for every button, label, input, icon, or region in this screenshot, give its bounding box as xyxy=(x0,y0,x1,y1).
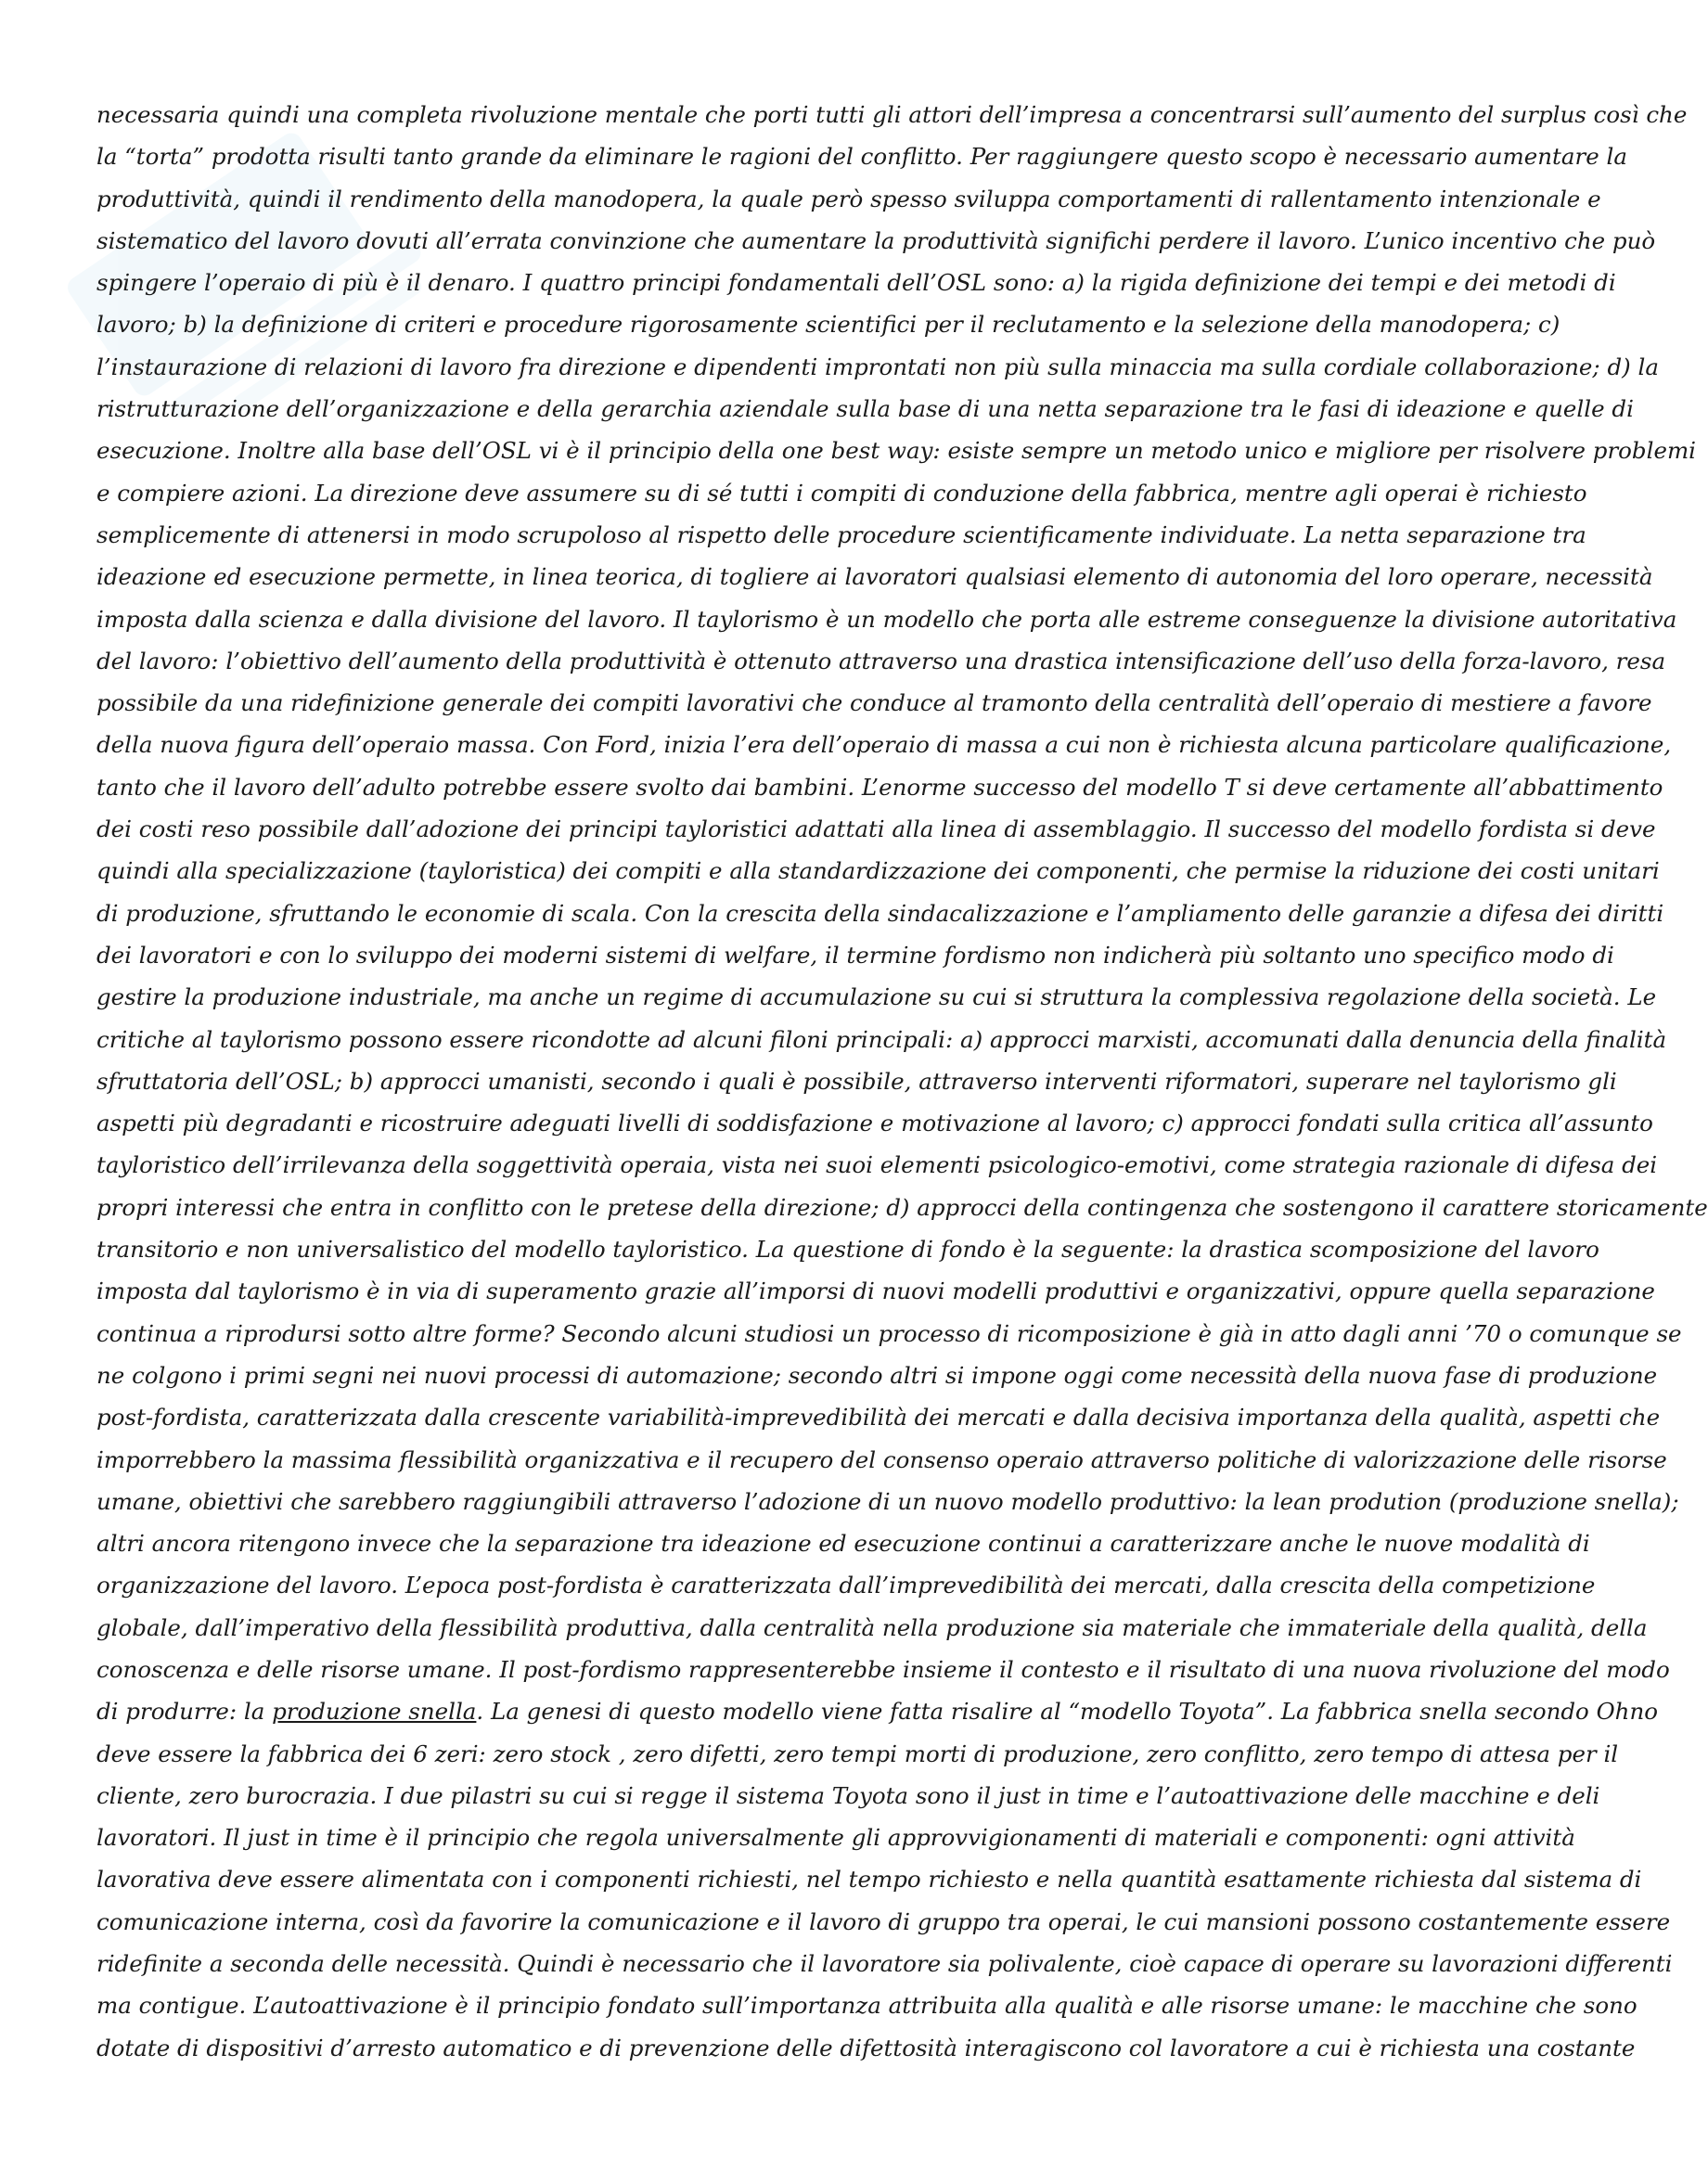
text-line: sfruttatoria dell’OSL; b) approcci umanisti, secondo i quali è possibile, attraverso interventi riformatori, superare nel taylorismo gli xyxy=(96,1067,1617,1095)
text-line: continua a riprodursi sotto altre forme? Secondo alcuni studiosi un processo di ricomposizione è già in atto dagli anni ’70 o comunque se xyxy=(96,1319,1682,1347)
text-line: deve essere la fabbrica dei 6 zeri: zero stock , zero difetti, zero tempi morti di produzione, zero conflitto, zero tempo di attesa per il xyxy=(96,1740,1619,1767)
text-line: dei lavoratori e con lo sviluppo dei moderni sistemi di welfare, il termine fordismo non indicherà più soltanto uno specifico modo di xyxy=(96,941,1614,969)
text-line: gestire la produzione industriale, ma anche un regime di accumulazione su cui si struttura la complessiva regolazione della società. Le xyxy=(96,983,1657,1011)
text-line-with-link xyxy=(96,1690,1658,1732)
text-line: spingere l’operaio di più è il denaro. I quattro principi fondamentali dell’OSL sono: a) la rigida definizione dei tempi e dei metodi di xyxy=(96,269,1616,297)
text-line: lavoro; b) la definizione di criteri e procedure rigorosamente scientifici per il reclutamento e la selezione della manodopera; c) xyxy=(96,311,1560,339)
text-line: cliente, zero burocrazia. I due pilastri su cui si regge il sistema Toyota sono il just in time e l’autoattivazione delle macchine e deli xyxy=(96,1781,1600,1809)
text-line: ideazione ed esecuzione permette, in linea teorica, di togliere ai lavoratori qualsiasi elemento di autonomia del loro operare, necessità xyxy=(96,563,1653,591)
text-line: ridefinite a seconda delle necessità. Quindi è necessario che il lavoratore sia polivalente, cioè capace di operare su lavorazioni differenti xyxy=(96,1950,1673,1978)
text-line: ne colgono i primi segni nei nuovi processi di automazione; secondo altri si impone oggi come necessità della nuova fase di produzione xyxy=(96,1361,1658,1389)
text-line: del lavoro: l’obiettivo dell’aumento della produttività è ottenuto attraverso una drastica intensificazione dell’uso della forza-lavoro, resa xyxy=(96,647,1666,674)
text-line: imposta dal taylorismo è in via di superamento grazie all’imporsi di nuovi modelli produttivi e organizzativi, oppure quella separazione xyxy=(96,1278,1655,1305)
text-line: la “torta” prodotta risulti tanto grande da eliminare le ragioni del conflitto. Per raggiungere questo scopo è necessario aumentare la xyxy=(96,143,1627,171)
text-line: organizzazione del lavoro. L’epoca post-fordista è caratterizzata dall’imprevedibilità dei mercati, dalla crescita della competizione xyxy=(96,1572,1596,1599)
document-text xyxy=(96,94,1708,2069)
text-line: lavorativa deve essere alimentata con i componenti richiesti, nel tempo richiesto e nella quantità esattamente richiesta dal sistema di xyxy=(96,1866,1642,1894)
text-line: imporrebbero la massima flessibilità organizzativa e il recupero del consenso operaio attraverso politiche di valorizzazione delle risorse xyxy=(96,1445,1667,1473)
text-line: transitorio e non universalistico del modello tayloristico. La questione di fondo è la seguente: la drastica scomposizione del lavoro xyxy=(96,1236,1599,1264)
text-line: dei costi reso possibile dall’adozione dei principi tayloristici adattati alla linea di assemblaggio. Il successo del modello fordista si deve xyxy=(96,815,1656,843)
text-line: lavoratori. Il just in time è il principio che regola universalmente gli approvvigionamenti di materiali e componenti: ogni attività xyxy=(96,1824,1575,1852)
text-line: imposta dalla scienza e dalla divisione del lavoro. Il taylorismo è un modello che porta alle estreme conseguenze la divisione autoritativa xyxy=(96,605,1677,633)
text-line: necessaria quindi una completa rivoluzione mentale che porti tutti gli attori dell’impresa a concentrarsi sull’aumento del surplus così che xyxy=(96,101,1688,128)
text-line: sistematico del lavoro dovuti all’errata convinzione che aumentare la produttività significhi perdere il lavoro. L’unico incentivo che può xyxy=(96,226,1656,254)
link-line-before: di produrre: la xyxy=(96,1698,273,1726)
text-line: della nuova figura dell’operaio massa. Con Ford, inizia l’era dell’operaio di massa a cui non è richiesta alcuna particolare qualificazione, xyxy=(96,731,1672,759)
text-line: umane, obiettivi che sarebbero raggiungibili attraverso l’adozione di un nuovo modello produttivo: la lean prodution (produzione snella); xyxy=(96,1487,1679,1515)
text-line: post-fordista, caratterizzata dalla crescente variabilità-imprevedibilità dei mercati e dalla decisiva importanza della qualità, aspetti che xyxy=(96,1404,1661,1432)
text-line: tanto che il lavoro dell’adulto potrebbe essere svolto dai bambini. L’enorme successo del modello T si deve certamente all’abbattimento xyxy=(96,773,1663,801)
produzione-snella-link[interactable]: produzione snella xyxy=(272,1698,477,1726)
text-line: propri interessi che entra in conflitto con le pretese della direzione; d) approcci della contingenza che sostengono il carattere storicamente xyxy=(96,1193,1708,1221)
text-line: di produzione, sfruttando le economie di scala. Con la crescita della sindacalizzazione e l’ampliamento delle garanzie a difesa dei diritti xyxy=(96,899,1664,927)
text-line: globale, dall’imperativo della flessibilità produttiva, dalla centralità nella produzione sia materiale che immateriale della qualità, della xyxy=(96,1613,1648,1641)
text-line: produttività, quindi il rendimento della manodopera, la quale però spesso sviluppa comportamenti di rallentamento intenzionale e xyxy=(96,185,1601,212)
text-line: aspetti più degradanti e ricostruire adeguati livelli di soddisfazione e motivazione al lavoro; c) approcci fondati sulla critica all’assunto xyxy=(96,1110,1653,1137)
text-line: possibile da una ridefinizione generale dei compiti lavorativi che conduce al tramonto della centralità dell’operaio di mestiere a favore xyxy=(96,689,1652,717)
text-line: altri ancora ritengono invece che la separazione tra ideazione ed esecuzione continui a caratterizzare anche le nuove modalità di xyxy=(96,1530,1590,1558)
text-line: conoscenza e delle risorse umane. Il post-fordismo rappresenterebbe insieme il contesto e il risultato di una nuova rivoluzione del modo xyxy=(96,1655,1670,1683)
text-line: l’instaurazione di relazioni di lavoro fra direzione e dipendenti improntati non più sulla minaccia ma sulla cordiale collaborazione; d) la xyxy=(96,353,1659,380)
text-line: ristrutturazione dell’organizzazione e della gerarchia aziendale sulla base di una netta separazione tra le fasi di ideazione e quelle di xyxy=(96,395,1634,423)
text-line: critiche al taylorismo possono essere ricondotte ad alcuni filoni principali: a) approcci marxisti, accomunati dalla denuncia della finalità xyxy=(96,1025,1667,1053)
text-line: comunicazione interna, così da favorire la comunicazione e il lavoro di gruppo tra operai, le cui mansioni possono costantemente essere xyxy=(96,1907,1671,1935)
text-line: tayloristico dell’irrilevanza della soggettività operaia, vista nei suoi elementi psicologico-emotivi, come strategia razionale di difesa dei xyxy=(96,1151,1658,1179)
text-line: esecuzione. Inoltre alla base dell’OSL vi è il principio della one best way: esiste sempre un metodo unico e migliore per risolvere problemi xyxy=(96,437,1697,465)
text-line: semplicemente di attenersi in modo scrupoloso al rispetto delle procedure scientificamente individuate. La netta separazione tra xyxy=(96,520,1586,548)
text-line: ma contigue. L’autoattivazione è il principio fondato sull’importanza attribuita alla qualità e alle risorse umane: le macchine che sono xyxy=(96,1992,1637,2020)
text-line: dotate di dispositivi d’arresto automatico e di prevenzione delle difettosità interagiscono col lavoratore a cui è richiesta una costante xyxy=(96,2034,1636,2061)
text-line: e compiere azioni. La direzione deve assumere su di sé tutti i compiti di conduzione della fabbrica, mentre agli operai è richiesto xyxy=(96,479,1587,507)
link-line-after: . La genesi di questo modello viene fatta risalire al “modello Toyota”. La fabbrica snella secondo Ohno xyxy=(476,1698,1658,1726)
text-line: quindi alla specializzazione (tayloristica) dei compiti e alla standardizzazione dei componenti, che permise la riduzione dei costi unitari xyxy=(96,857,1660,885)
